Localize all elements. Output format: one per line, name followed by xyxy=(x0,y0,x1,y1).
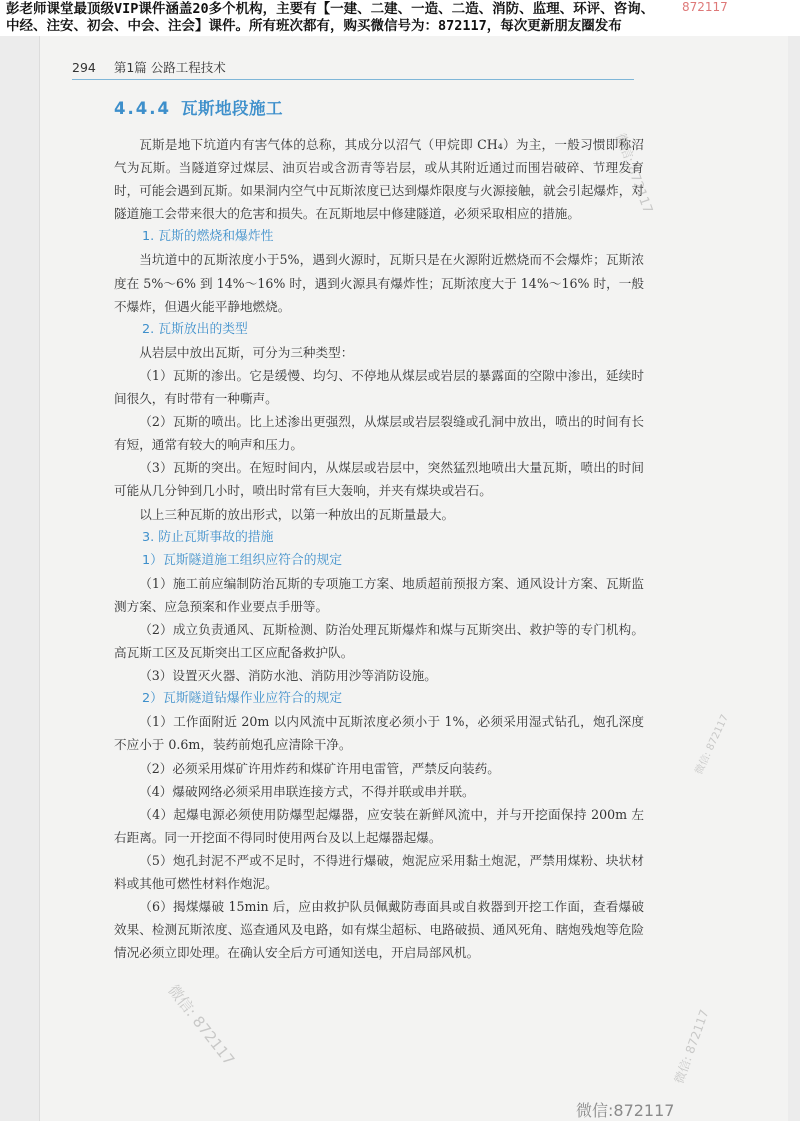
subheading-organization: 1）瓦斯隧道施工组织应符合的规定 xyxy=(142,552,343,568)
promo-banner xyxy=(0,0,800,36)
paragraph-blast-2: （2）必须采用煤矿许用炸药和煤矿许用电雷管，严禁反向装药。 xyxy=(139,760,500,776)
paragraph-org-1: （1）施工前应编制防治瓦斯的专项施工方案、地质超前预报方案、通风设计方案、瓦斯监测方案、应急预案和作业要点手册等。 xyxy=(114,575,644,614)
paragraph-blast-5: （5）炮孔封泥不严或不足时，不得进行爆破，炮泥应采用黏土炮泥，严禁用煤粉、块状材料或其他可燃性材料作炮泥。 xyxy=(114,852,644,891)
watermark-diagonal-d: 微信: 872117 xyxy=(671,1007,712,1086)
page-number: 294 xyxy=(72,60,96,75)
heading-combustion: 1. 瓦斯的燃烧和爆炸性 xyxy=(142,229,274,245)
paragraph-intro: 瓦斯是地下坑道内有害气体的总称，其成分以沼气（甲烷即 CH₄）为主，一般习惯即称沼气为瓦斯。当隧道穿过煤层、油页岩或含沥青等岩层，或从其附近通过而围岩破碎、节理发育时，可能会遇到瓦斯。如果洞内空气中瓦斯浓度已达到爆炸限度与火源接触，就会引起爆炸，对隧道施工会带来很大的危害和损失。在瓦斯地层中修建隧道，必须采取相应的措施。 xyxy=(114,137,644,222)
running-header xyxy=(72,58,226,76)
page-body xyxy=(114,133,644,964)
promo-banner-line-1: 彭老师课堂最顶级VIP课件涵盖20多个机构，主要有【一建、二建、一造、二造、消防、监理、环评、咨询、 xyxy=(6,1,655,17)
promo-banner-line-2: 中经、注安、初会、中会、注会】课件。所有班次都有，购买微信号为：872117，每次更新朋友圈发布 xyxy=(6,18,622,34)
watermark-diagonal-a: 微信: 872117 xyxy=(612,131,656,216)
paragraph-blast-4: （4）起爆电源必须使用防爆型起爆器，应安装在新鲜风流中，并与开挖面保持 200m 左右距离。同一开挖面不得同时使用两台及以上起爆器起爆。 xyxy=(114,806,644,845)
paragraph-org-2: （2）成立负责通风、瓦斯检测、防治处理瓦斯爆炸和煤与瓦斯突出、救护等的专门机构。高瓦斯工区及瓦斯突出工区应配备救护队。 xyxy=(114,621,644,661)
subheading-blasting: 2）瓦斯隧道钻爆作业应符合的规定 xyxy=(142,691,343,707)
section-title-text: 瓦斯地段施工 xyxy=(180,99,283,118)
paragraph-outburst: （3）瓦斯的突出。在短时间内，从煤层或岩层中，突然猛烈地喷出大量瓦斯，喷出的时间可能从几分钟到几小时，喷出时常有巨大轰响，并夹有煤块或岩石。 xyxy=(114,460,644,499)
paragraph-blast-6: （6）揭煤爆破 15min 后，应由救护队员佩戴防毒面具或自救器到开挖工作面，查看爆破效果、检测瓦斯浓度、巡查通风及电路，如有煤尘超标、电路破损、通风死角、瞎炮残炮等危险情况必须立即处理。在确认安全后方可通知送电，开启局部风机。 xyxy=(114,899,644,961)
heading-release-types: 2. 瓦斯放出的类型 xyxy=(142,321,248,337)
book-title: 公路工程技术 xyxy=(150,60,226,75)
watermark-diagonal-c: 微信: 872117 xyxy=(693,713,731,777)
header-rule xyxy=(72,79,634,80)
watermark-bottom: 微信:872117 xyxy=(576,1101,675,1120)
paragraph-blast-3: （4）爆破网络必须采用串联连接方式，不得并联或串并联。 xyxy=(139,783,475,799)
paragraph-eruption: （2）瓦斯的喷出。比上述渗出更强烈，从煤层或岩层裂缝或孔洞中放出，喷出的时间有长有短，通常有较大的响声和压力。 xyxy=(114,414,644,453)
paragraph-seepage: （1）瓦斯的渗出。它是缓慢、均匀、不停地从煤层或岩层的暴露面的空隙中渗出，延续时间很久，有时带有一种嘶声。 xyxy=(114,367,644,407)
section-title xyxy=(114,95,283,119)
section-number: 4.4.4 xyxy=(114,99,171,118)
part-label: 第1篇 xyxy=(113,60,147,75)
paragraph-combustion: 当坑道中的瓦斯浓度小于5%，遇到火源时，瓦斯只是在火源附近燃烧而不会爆炸；瓦斯浓度在 5%～6% 到 14%～16% 时，遇到火源具有爆炸性；瓦斯浓度大于 14%～16% 时，一般不爆炸，但遇火能平静地燃烧。 xyxy=(114,252,644,314)
paragraph-org-3: （3）设置灭火器、消防水池、消防用沙等消防设施。 xyxy=(139,668,437,684)
paragraph-release-intro: 从岩层中放出瓦斯，可分为三种类型： xyxy=(139,344,354,360)
paragraph-release-summary: 以上三种瓦斯的放出形式，以第一种放出的瓦斯量最大。 xyxy=(139,506,455,522)
watermark-diagonal-b: 微信: 872117 xyxy=(164,981,239,1069)
corner-watermark: 872117 xyxy=(682,0,728,14)
paragraph-blast-1: （1）工作面附近 20m 以内风流中瓦斯浓度必须小于 1%，必须采用湿式钻孔，炮孔深度不应小于 0.6m，装药前炮孔应清除干净。 xyxy=(114,714,644,753)
heading-prevention: 3. 防止瓦斯事故的措施 xyxy=(142,529,274,545)
